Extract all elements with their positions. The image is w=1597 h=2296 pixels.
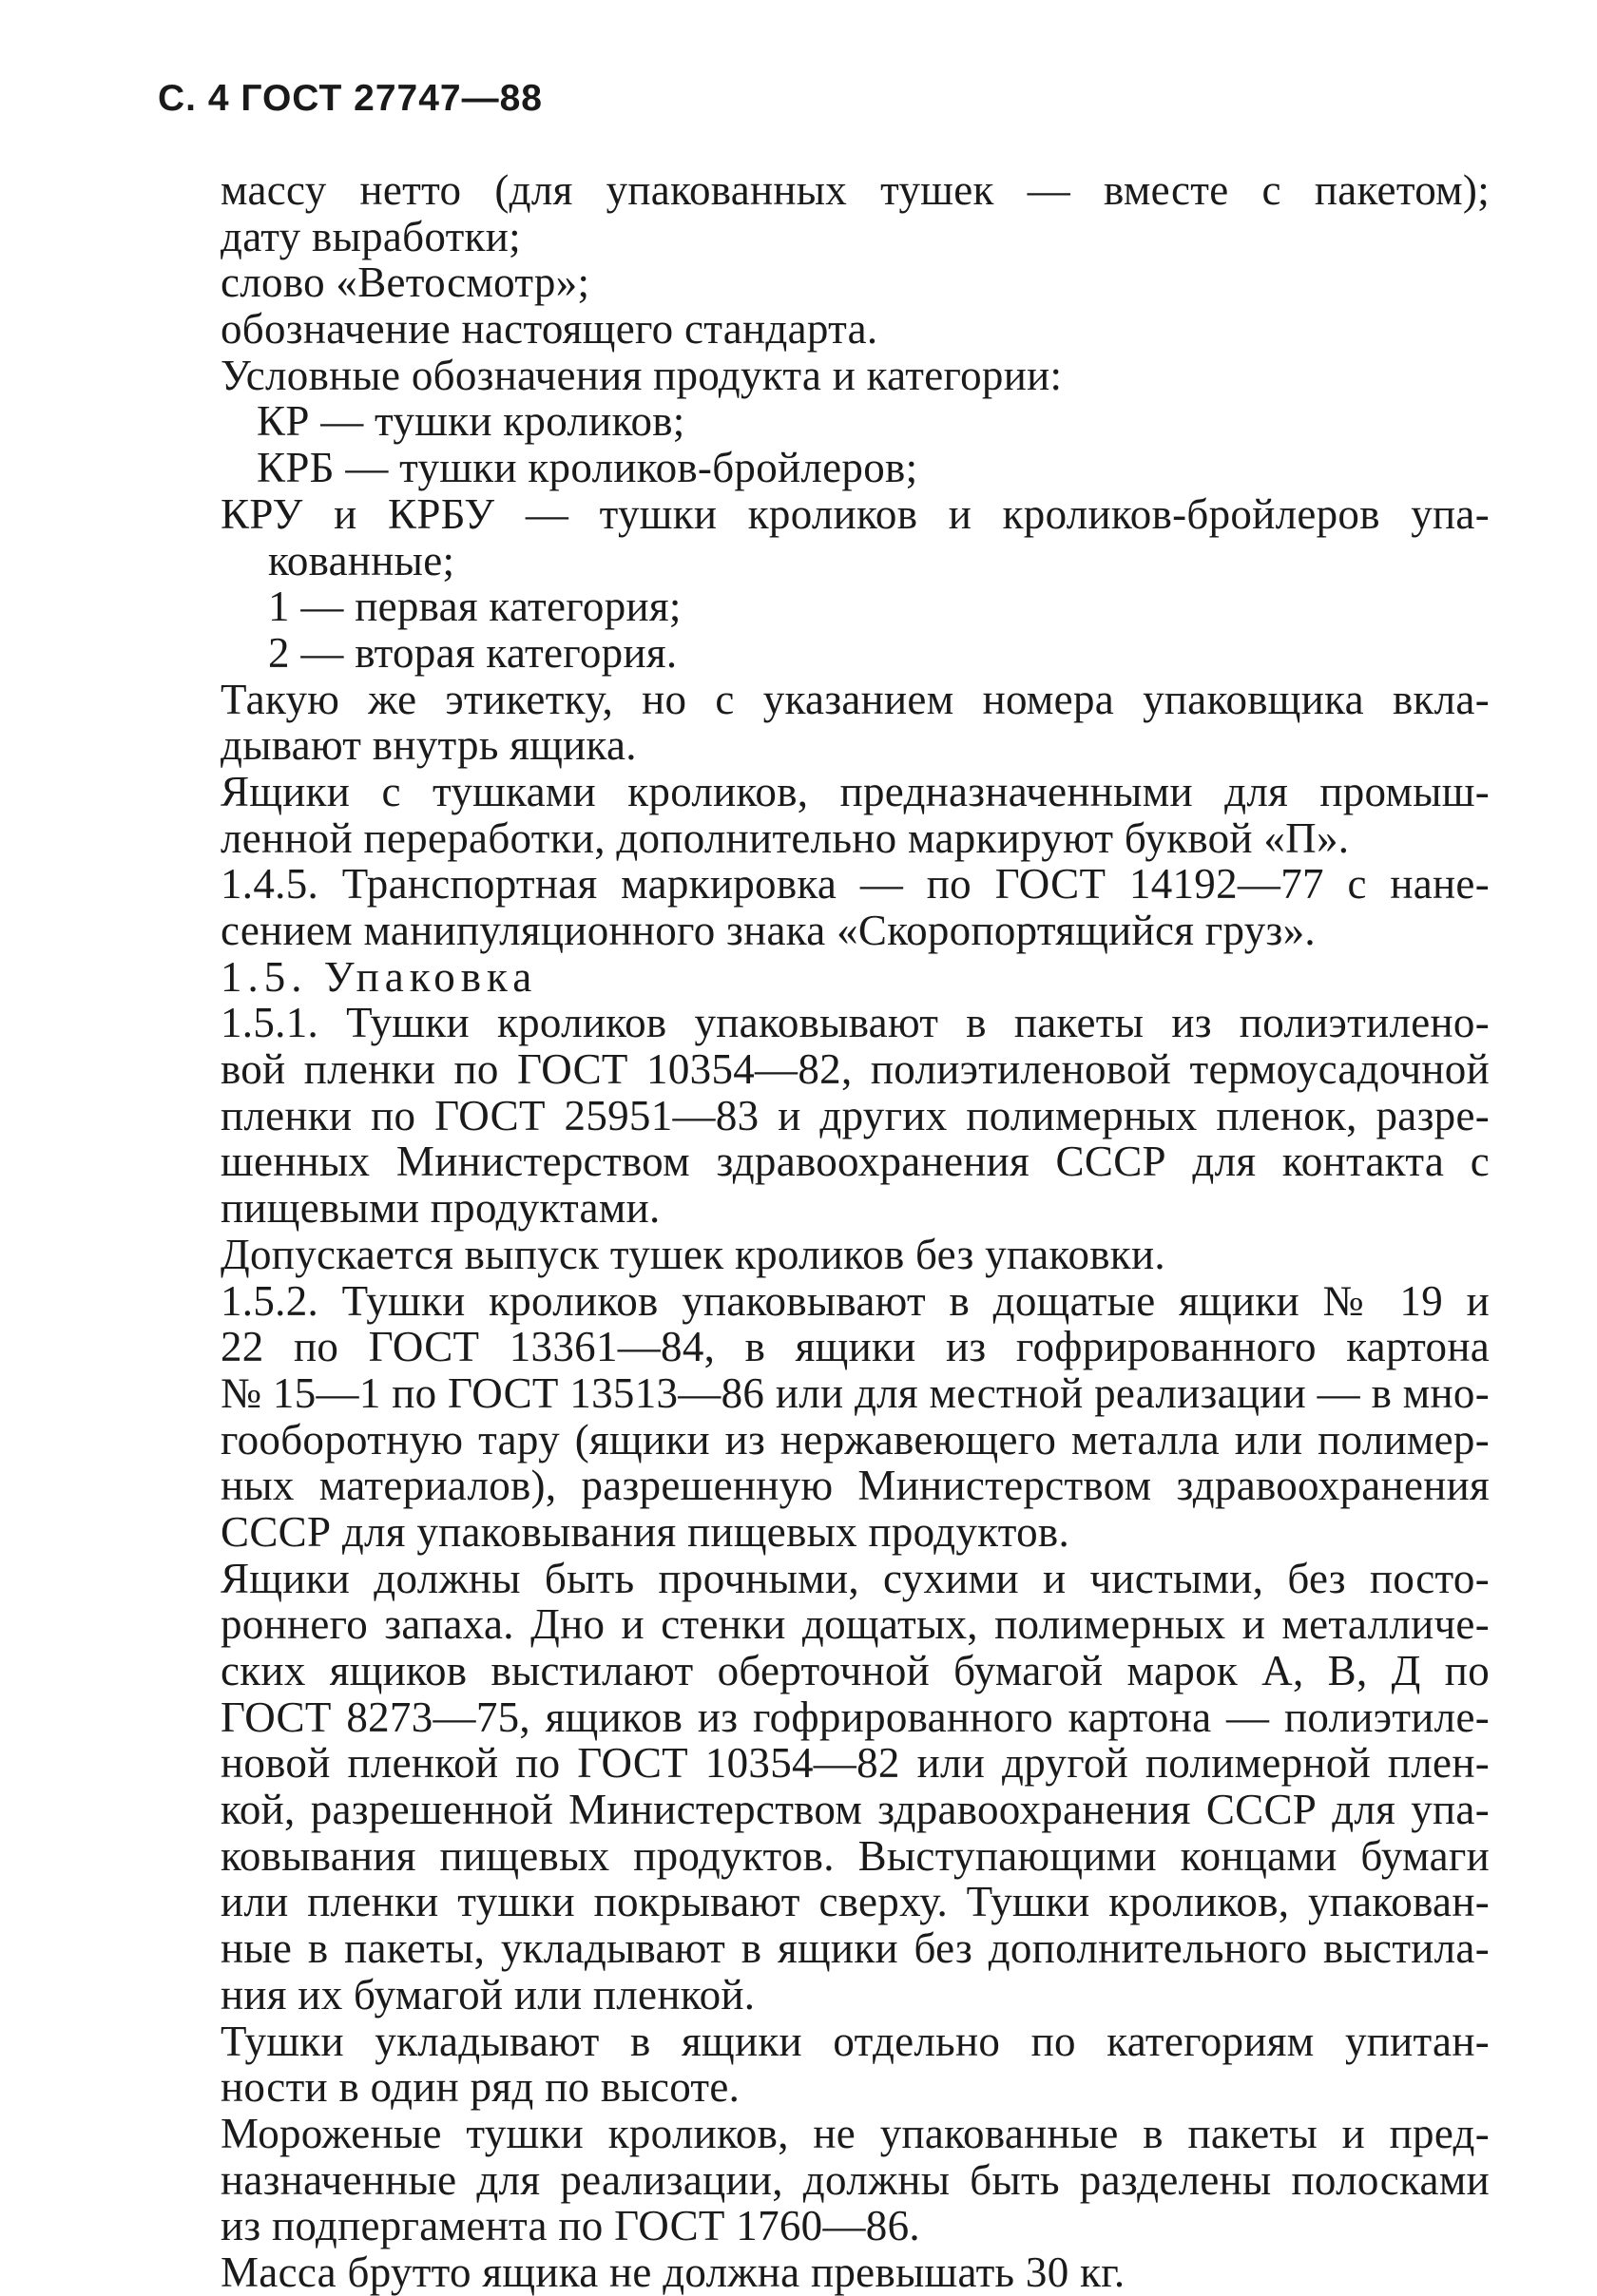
text-line: массу нетто (для упакованных тушек — вместе с пакетом); <box>221 166 1490 214</box>
text-line: шенных Министерством здравоохранения СССР для контакта с <box>221 1138 1490 1186</box>
text-line: КРБ — тушки кроликов-бройлеров; <box>257 444 918 492</box>
text-line: обозначение настоящего стандарта. <box>221 305 878 354</box>
text-line: 1.4.5. Транспортная маркировка — по ГОСТ 14192—77 с нане- <box>221 860 1490 909</box>
text-line: 1.5.1. Тушки кроликов упаковывают в пакеты из полиэтилено- <box>221 999 1490 1047</box>
text-line: слово «Ветосмотр»; <box>221 258 590 307</box>
text-line: новой пленкой по ГОСТ 10354—82 или другой полимерной плен- <box>221 1739 1490 1788</box>
text-line: кованные; <box>268 536 455 584</box>
text-line: 1 — первая категория; <box>268 583 682 631</box>
text-line: 2 — вторая категория. <box>268 628 678 677</box>
text-line: ленной переработки, дополнительно маркируют буквой «П». <box>221 813 1350 862</box>
text-line: 22 по ГОСТ 13361—84, в ящики из гофрированного картона <box>221 1323 1490 1371</box>
text-line: Мороженые тушки кроликов, не упакованные в пакеты и пред- <box>221 2109 1490 2157</box>
text-line: 1.5.2. Тушки кроликов упаковывают в дощатые ящики № 19 и <box>221 1276 1490 1325</box>
text-line: Допускается выпуск тушек кроликов без упаковки. <box>221 1230 1165 1278</box>
text-line: ные в пакеты, укладывают в ящики без дополнительного выстила- <box>221 1924 1490 1973</box>
text-line: КРУ и КРБУ — тушки кроликов и кроликов-бройлеров упа- <box>221 489 1490 538</box>
text-line: СССР для упаковывания пищевых продуктов. <box>221 1507 1070 1556</box>
text-line: пленки по ГОСТ 25951—83 и других полимерных пленок, разре- <box>221 1091 1490 1139</box>
text-line: назначенные для реализации, должны быть разделены полосками <box>221 2155 1490 2204</box>
text-line: ности в один ряд по высоте. <box>221 2063 741 2112</box>
text-line: Тушки укладывают в ящики отдельно по категориям упитан- <box>221 2017 1490 2065</box>
text-line: из подпергамента по ГОСТ 1760—86. <box>221 2202 920 2250</box>
text-line: Такую же этикетку, но с указанием номера упаковщика вкла- <box>221 675 1490 723</box>
text-line: ковывания пищевых продуктов. Выступающими концами бумаги <box>221 1831 1490 1880</box>
text-line: вой пленки по ГОСТ 10354—82, полиэтиленовой термоусадочной <box>221 1045 1490 1094</box>
text-line: КР — тушки кроликов; <box>257 397 685 446</box>
text-line: ГОСТ 8273—75, ящиков из гофрированного картона — полиэтиле- <box>221 1693 1490 1741</box>
body-text <box>221 167 1490 2296</box>
text-line: или пленки тушки покрывают сверху. Тушки кроликов, упакован- <box>221 1878 1490 1926</box>
page-header: С. 4 ГОСТ 27747—88 <box>158 78 543 119</box>
text-line: дату выработки; <box>221 212 521 260</box>
text-line: ных материалов), разрешенную Министерством здравоохранения <box>221 1462 1490 1510</box>
text-line: Ящики должны быть прочными, сухими и чистыми, без посто- <box>221 1554 1490 1602</box>
text-line: Ящики с тушками кроликов, предназначенными для промыш- <box>221 767 1490 815</box>
text-line: сением манипуляционного знака «Скоропортящийся груз». <box>221 907 1316 954</box>
section-heading: 1.5. Упаковка <box>221 952 538 1001</box>
text-line: пищевыми продуктами. <box>221 1184 661 1233</box>
text-line: гооборотную тару (ящики из нержавеющего металла или полимер- <box>221 1415 1490 1464</box>
text-line: Масса брутто ящика не должна превышать 30 кг. <box>221 2248 1126 2296</box>
text-line: кой, разрешенной Министерством здравоохранения СССР для упа- <box>221 1786 1490 1834</box>
text-line: роннего запаха. Дно и стенки дощатых, полимерных и металличе- <box>221 1600 1490 1649</box>
text-line: Условные обозначения продукта и категории: <box>221 351 1063 399</box>
text-line: ния их бумагой или пленкой. <box>221 1970 756 2019</box>
text-line: ских ящиков выстилают оберточной бумагой марок А, В, Д по <box>221 1647 1490 1694</box>
text-line: № 15—1 по ГОСТ 13513—86 или для местной реализации — в мно- <box>221 1368 1490 1417</box>
text-line: дывают внутрь ящика. <box>221 721 637 770</box>
